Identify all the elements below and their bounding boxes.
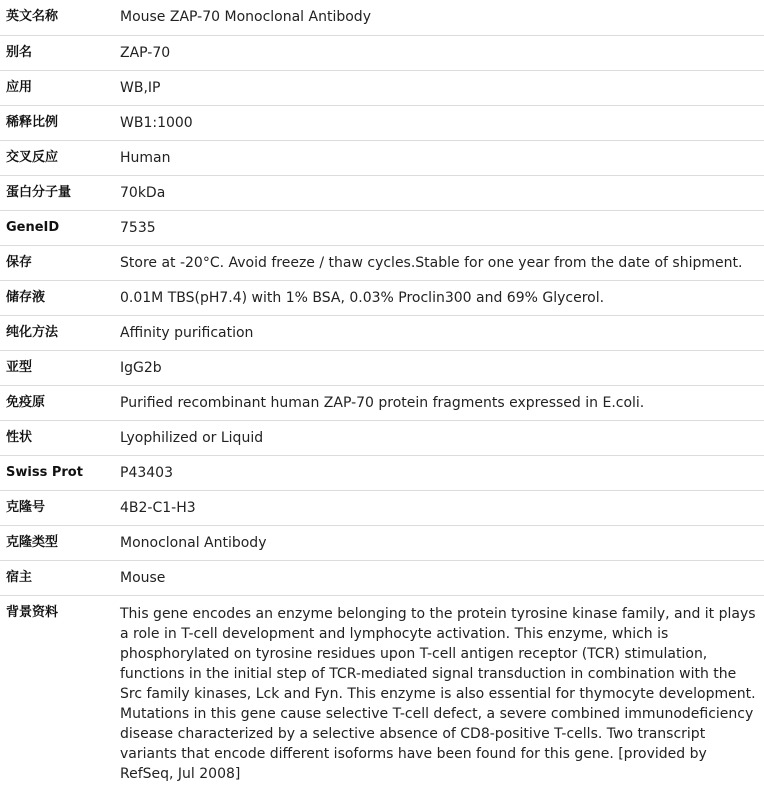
spec-label: 宿主 <box>0 560 120 595</box>
spec-value: Lyophilized or Liquid <box>120 420 764 455</box>
spec-value: 0.01M TBS(pH7.4) with 1% BSA, 0.03% Proclin300 and 69% Glycerol. <box>120 280 764 315</box>
spec-label: 纯化方法 <box>0 315 120 350</box>
spec-row-form <box>0 420 764 455</box>
spec-value: Monoclonal Antibody <box>120 525 764 560</box>
spec-row-host <box>0 560 764 595</box>
spec-value: 7535 <box>120 210 764 245</box>
spec-value: P43403 <box>120 455 764 490</box>
spec-row-purification <box>0 315 764 350</box>
spec-row-gene-id <box>0 210 764 245</box>
spec-label: 交叉反应 <box>0 140 120 175</box>
spec-value: IgG2b <box>120 350 764 385</box>
spec-label: 背景资料 <box>6 604 59 620</box>
spec-row-background <box>0 595 764 792</box>
spec-label: 别名 <box>0 35 120 70</box>
spec-value: Mouse <box>120 560 764 595</box>
spec-label: GeneID <box>0 210 120 245</box>
spec-label: 蛋白分子量 <box>0 175 120 210</box>
spec-row-swiss-prot <box>0 455 764 490</box>
spec-row-isotype <box>0 350 764 385</box>
spec-row-clone-number <box>0 490 764 525</box>
spec-label: Swiss Prot <box>0 455 120 490</box>
spec-row-reactivity <box>0 140 764 175</box>
spec-label: 免疫原 <box>0 385 120 420</box>
spec-row-molecular-weight <box>0 175 764 210</box>
spec-label: 性状 <box>0 420 120 455</box>
spec-value: This gene encodes an enzyme belonging to the protein tyrosine kinase family, and it plays a role in T-cell development and lymphocyte activation. This enzyme, which is phosphorylated on tyrosine residues upon T-cell antigen receptor (TCR) stimulation, functions in the initial step of TCR-mediated signal transduction in combination with the Src family kinases, Lck and Fyn. This enzyme is also essential for thymocyte development. Mutations in this gene cause selective T-cell defect, a severe combined immunodeficiency disease characterized by a selective absence of CD8-positive T-cells. Two transcript variants that encode different isoforms have been found for this gene. [provided by RefSeq, Jul 2008] <box>120 605 756 782</box>
spec-value: Affinity purification <box>120 315 764 350</box>
spec-row-storage <box>0 245 764 280</box>
spec-row-immunogen <box>0 385 764 420</box>
spec-label: 克隆号 <box>0 490 120 525</box>
spec-value: Purified recombinant human ZAP-70 protein fragments expressed in E.coli. <box>120 385 764 420</box>
spec-label: 保存 <box>0 245 120 280</box>
spec-value: 4B2-C1-H3 <box>120 490 764 525</box>
spec-label: 克隆类型 <box>0 525 120 560</box>
spec-row-buffer <box>0 280 764 315</box>
spec-row-clonality <box>0 525 764 560</box>
spec-value: 70kDa <box>120 175 764 210</box>
spec-row-application <box>0 70 764 105</box>
spec-label: 应用 <box>0 70 120 105</box>
spec-row-english-name <box>0 0 764 35</box>
spec-row-alias <box>0 35 764 70</box>
spec-value: WB,IP <box>120 70 764 105</box>
spec-value: WB1:1000 <box>120 105 764 140</box>
spec-label: 亚型 <box>0 350 120 385</box>
spec-row-dilution <box>0 105 764 140</box>
spec-value: Human <box>120 140 764 175</box>
spec-value: Store at -20°C. Avoid freeze / thaw cycles.Stable for one year from the date of shipment. <box>120 245 764 280</box>
spec-label: 英文名称 <box>0 0 120 35</box>
spec-label: 储存液 <box>0 280 120 315</box>
spec-value: Mouse ZAP-70 Monoclonal Antibody <box>120 0 764 35</box>
spec-label: 稀释比例 <box>0 105 120 140</box>
spec-value: ZAP-70 <box>120 35 764 70</box>
